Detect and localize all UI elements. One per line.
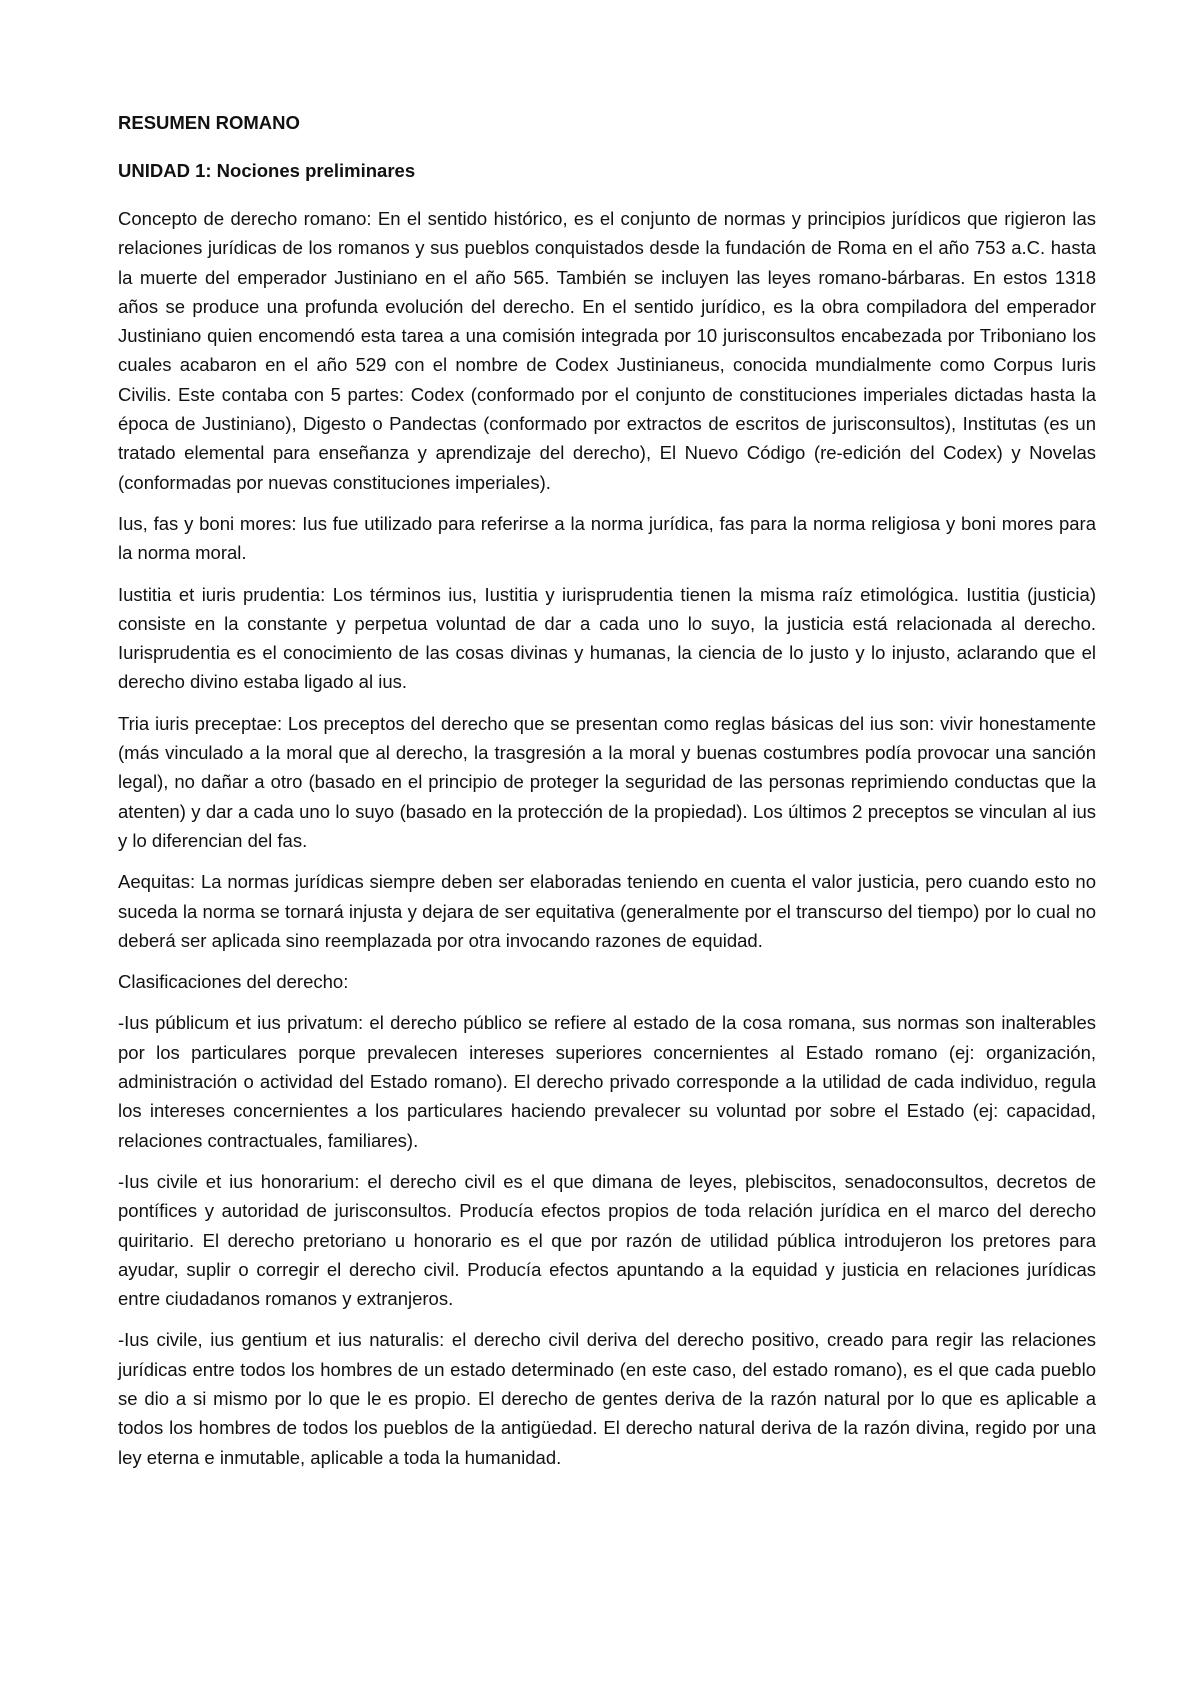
document-title: RESUMEN ROMANO xyxy=(118,112,300,133)
paragraph-ius-civile-honorarium: -Ius civile et ius honorarium: el derecho civil es el que dimana de leyes, plebiscitos, senadoconsultos, decretos de pontífices y autoridad de jurisconsultos. Producía efectos propios de toda relación jurídica en el marco del derecho quiritario. El derecho pretoriano u honorario es el que por razón de utilidad pública introdujeron los pretores para ayudar, suplir o corregir el derecho civil. Producía efectos apuntando a la equidad y justicia en relaciones jurídicas entre ciudadanos romanos y extranjeros. xyxy=(118,1170,1096,1310)
paragraph-ius-publicum-privatum: -Ius públicum et ius privatum: el derecho público se refiere al estado de la cosa romana, sus normas son inalterables por los particulares porque prevalecen intereses superiores concernientes al Estado romano (ej: organización, administración o actividad del Estado romano). El derecho privado corresponde a la utilidad de cada individuo, regula los intereses concernientes a los particulares haciendo prevalecer su voluntad por sobre el Estado (ej: capacidad, relaciones contractuales, familiares). xyxy=(118,1012,1096,1151)
paragraph-iustitia-iuris-prudentia: Iustitia et iuris prudentia: Los términos ius, Iustitia y iurisprudentia tienen la misma raíz etimológica. Iustitia (justicia) consiste en la constante y perpetua voluntad de dar a cada uno lo suyo, la justicia está relacionada al derecho. Iurisprudentia es el conocimiento de las cosas divinas y humanas, la ciencia de lo justo y lo injusto, aclarando que el derecho divino estaba ligado al ius. xyxy=(118,583,1096,693)
paragraph-concepto-derecho-romano: Concepto de derecho romano: En el sentido histórico, es el conjunto de normas y principios jurídicos que rigieron las relaciones jurídicas de los romanos y sus pueblos conquistados desde la fundación de Roma en el año 753 a.C. hasta la muerte del emperador Justiniano en el año 565. También se incluyen las leyes romano-bárbaras. En estos 1318 años se produce una profunda evolución del derecho. En el sentido jurídico, es la obra compiladora del emperador Justiniano quien encomendó esta tarea a una comisión integrada por 10 jurisconsultos encabezada por Triboniano los cuales acabaron en el año 529 con el nombre de Codex Justinianeus, conocida mundialmente como Corpus Iuris Civilis. Este contaba con 5 partes: Codex (conformado por el conjunto de constituciones imperiales dictadas hasta la época de Justiniano), Digesto o Pandectas (conformado por extractos de escritos de jurisconsultos), Institutas (es un tratado elemental para enseñanza y aprendizaje del derecho), El Nuevo Código (re-edición del Codex) y Novelas (conformadas por nuevas constituciones imperiales). xyxy=(118,208,1096,493)
paragraph-ius-civile-gentium-naturalis: -Ius civile, ius gentium et ius naturalis: el derecho civil deriva del derecho positivo, creado para regir las relaciones jurídicas entre todos los hombres de un estado determinado (en este caso, del estado romano), es el que cada pueblo se dio a si mismo por lo que le es propio. El derecho de gentes deriva de la razón natural por lo que es aplicable a todos los hombres de todos los pueblos de la antigüedad. El derecho natural deriva de la razón divina, regido por una ley eterna e inmutable, aplicable a toda la humanidad. xyxy=(118,1329,1096,1468)
paragraph-tria-iuris-preceptae: Tria iuris preceptae: Los preceptos del derecho que se presentan como reglas básicas del ius son: vivir honestamente (más vinculado a la moral que al derecho, la trasgresión a la moral y buenas costumbres podía provocar una sanción legal), no dañar a otro (basado en el principio de proteger la seguridad de las personas reprimiendo conductas que la atenten) y dar a cada uno lo suyo (basado en la protección de la propiedad). Los últimos 2 preceptos se vinculan al ius y lo diferencian del fas. xyxy=(118,712,1096,851)
paragraph-ius-fas-boni-mores: Ius, fas y boni mores: Ius fue utilizado para referirse a la norma jurídica, fas para la norma religiosa y boni mores para la norma moral. xyxy=(118,512,1096,564)
paragraph-clasificaciones-heading: Clasificaciones del derecho: xyxy=(118,971,349,993)
paragraph-aequitas: Aequitas: La normas jurídicas siempre deben ser elaboradas teniendo en cuenta el valor justicia, pero cuando esto no suceda la norma se tornará injusta y dejara de ser equitativa (generalmente por el transcurso del tiempo) por lo cual no deberá ser aplicada sino reemplazada por otra invocando razones de equidad. xyxy=(118,871,1096,951)
unit-heading: UNIDAD 1: Nociones preliminares xyxy=(118,160,416,181)
document-page xyxy=(118,108,1096,1484)
